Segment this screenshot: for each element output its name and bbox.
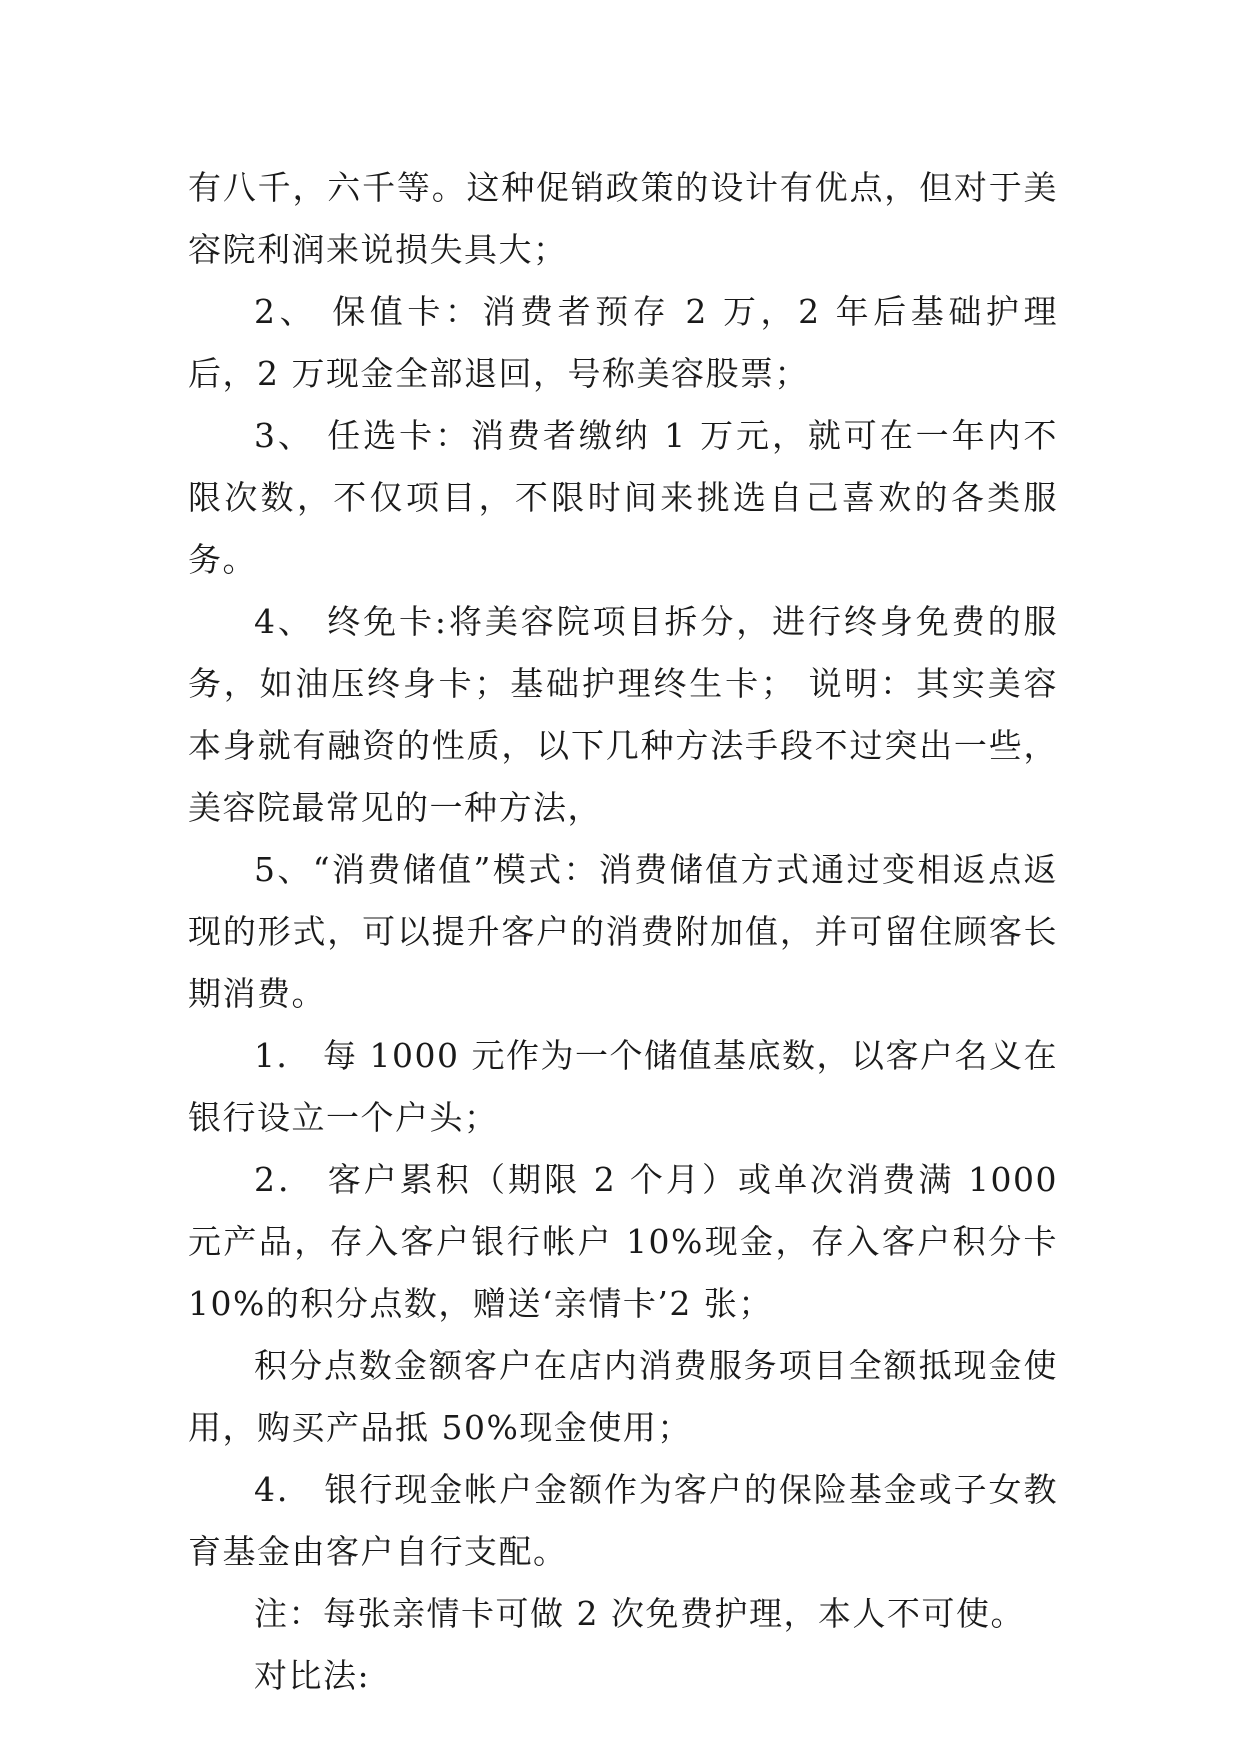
paragraph-comparison-heading: 对比法: bbox=[254, 1656, 371, 1695]
paragraph-subitem-4: 4． 银行现金帐户金额作为客户的保险基金或子女教育基金由客户自行支配。 bbox=[188, 1470, 1058, 1571]
paragraph-item-4-lifetime-card: 4、 终免卡:将美容院项目拆分，进行终身免费的服务，如油压终身卡；基础护理终生卡； 说明：其实美容本身就有融资的性质，以下几种方法手段不过突出一些，美容院最常见的一种方法， bbox=[188, 602, 1058, 827]
paragraph-subitem-1: 1． 每 1000 元作为一个储值基底数，以客户名义在银行设立一个户头； bbox=[188, 1036, 1058, 1137]
paragraph-item-3-optional-card: 3、 任选卡：消费者缴纳 1 万元，就可在一年内不限次数，不仅项目，不限时间来挑选自己喜欢的各类服务。 bbox=[188, 416, 1058, 579]
paragraph-continuation: 有八千，六千等。这种促销政策的设计有优点，但对于美容院利润来说损失具大； bbox=[188, 168, 1058, 269]
paragraph-subitem-2: 2． 客户累积（期限 2 个月）或单次消费满 1000 元产品，存入客户银行帐户 10%现金，存入客户积分卡 10%的积分点数，赠送‘亲情卡’2 张； bbox=[188, 1160, 1058, 1323]
paragraph-note: 注：每张亲情卡可做 2 次免费护理，本人不可使。 bbox=[254, 1594, 1025, 1633]
document-body bbox=[188, 157, 1058, 1707]
paragraph-item-2-stored-value-card: 2、 保值卡：消费者预存 2 万，2 年后基础护理后，2 万现金全部退回，号称美容股票； bbox=[188, 292, 1058, 393]
paragraph-item-5-consumption-storage: 5、“消费储值”模式：消费储值方式通过变相返点返现的形式，可以提升客户的消费附加值，并可留住顾客长期消费。 bbox=[188, 850, 1058, 1013]
paragraph-subitem-3: 积分点数金额客户在店内消费服务项目全额抵现金使用，购买产品抵 50%现金使用； bbox=[188, 1346, 1058, 1447]
